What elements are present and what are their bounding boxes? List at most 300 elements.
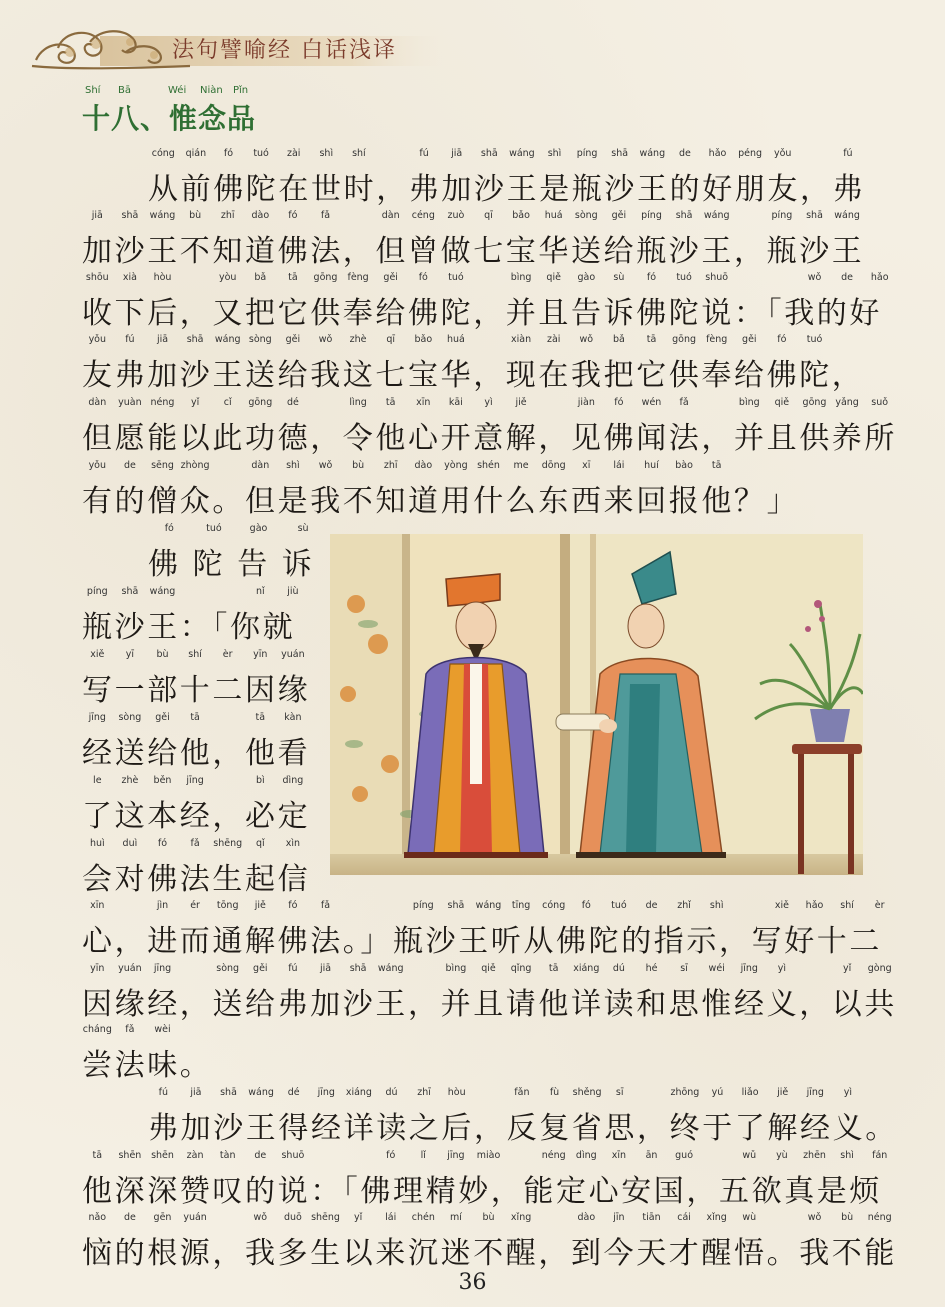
pinyin-syllable: jiā [451, 148, 463, 159]
pinyin-syllable: fán [872, 1150, 888, 1161]
pinyin-syllable: jiā [190, 1087, 202, 1098]
pinyin-syllable: néng [150, 397, 175, 408]
pinyin-syllable: sī [680, 963, 688, 974]
pinyin-syllable: tōng [216, 900, 239, 911]
pinyin-syllable: shén [477, 460, 500, 471]
pinyin-syllable: wèi [154, 1024, 171, 1035]
pinyin-syllable: tīng [511, 900, 531, 911]
pinyin-syllable: gōng [313, 272, 338, 283]
pinyin-syllable: néng [541, 1150, 566, 1161]
pinyin-syllable: qī [484, 210, 493, 221]
pinyin-syllable: jīng [806, 1087, 824, 1098]
pinyin-syllable: gěi [611, 210, 627, 221]
pinyin-syllable: zhī [383, 460, 398, 471]
pinyin-syllable: bìng [510, 272, 532, 283]
pinyin-syllable: wǒ [807, 272, 822, 283]
pinyin-syllable: píng [641, 210, 662, 221]
pinyin-syllable: fó [157, 838, 168, 849]
pinyin-syllable: yì [484, 397, 493, 408]
pinyin-syllable: xīn [90, 900, 105, 911]
pinyin-syllable: zhī [417, 1087, 431, 1098]
pinyin-syllable: duō [283, 1212, 302, 1223]
pinyin-syllable: me [513, 460, 529, 471]
pinyin-syllable: gēn [153, 1212, 172, 1223]
pinyin-syllable: yǒu [88, 460, 107, 471]
pinyin-syllable: shēn [118, 1150, 142, 1161]
pinyin-syllable: gōng [672, 334, 697, 345]
chapter-pinyin-syllable: Pǐn [233, 85, 249, 96]
pinyin-syllable: zhēn [803, 1150, 826, 1161]
pinyin-syllable: sēng [151, 460, 174, 471]
pinyin-syllable: tā [385, 397, 396, 408]
pinyin-syllable: jiàn [577, 397, 595, 408]
text-line-content: 尝法味。 [82, 1048, 213, 1083]
pinyin-syllable: yuán [183, 1212, 207, 1223]
pinyin-syllable: fó [386, 1150, 396, 1161]
page-number: 36 [458, 1270, 487, 1295]
pinyin-syllable: duì [122, 838, 138, 849]
pinyin-syllable: qiě [481, 963, 496, 974]
pinyin-syllable: jiā [319, 963, 332, 974]
pinyin-syllable: dōng [541, 460, 566, 471]
pinyin-syllable: gòng [867, 963, 892, 974]
pinyin-syllable: tuó [448, 272, 464, 283]
pinyin-syllable: kāi [448, 397, 463, 408]
pinyin-syllable: dú [385, 1087, 398, 1098]
pinyin-syllable: suǒ [871, 397, 889, 408]
text-line-content: 瓶沙王：「你就 [82, 610, 296, 645]
pinyin-syllable: fù [549, 1087, 560, 1098]
pinyin-syllable: cóng [542, 900, 566, 911]
pinyin-syllable: jīng [317, 1087, 335, 1098]
pinyin-syllable: zuò [447, 210, 465, 221]
pinyin-syllable: jìn [156, 900, 169, 911]
text-line-content: 因缘经，送给弗加沙王，并且请他详读和思惟经义，以共 [82, 987, 897, 1022]
pinyin-syllable: yǎng [835, 397, 859, 408]
pinyin-syllable: shěng [572, 1087, 602, 1098]
pinyin-syllable: zhōng [670, 1087, 700, 1098]
pinyin-syllable: bù [482, 1212, 495, 1223]
pinyin-syllable: wǒ [579, 334, 594, 345]
pinyin-syllable: wǒ [253, 1212, 268, 1223]
pinyin-syllable: fó [418, 272, 428, 283]
pinyin-syllable: tā [548, 963, 559, 974]
pinyin-syllable: shēng [213, 838, 243, 849]
illustration [330, 534, 863, 875]
pinyin-syllable: wáng [834, 210, 860, 221]
pinyin-syllable: shí [840, 900, 854, 911]
pinyin-syllable: huì [89, 838, 105, 849]
pinyin-syllable: shuō [281, 1150, 305, 1161]
pinyin-syllable: gěi [742, 334, 757, 345]
pinyin-syllable: fèng [347, 272, 369, 283]
pinyin-syllable: bì [255, 775, 265, 786]
pinyin-syllable: tuó [806, 334, 823, 345]
pinyin-syllable: wáng [214, 334, 241, 345]
text-line-content: 但愿能以此功德，令他心开意解，见佛闻法，并且供养所 [82, 421, 897, 456]
pinyin-syllable: fǎ [320, 900, 331, 911]
chapter-pinyin-syllable: Shí [85, 85, 101, 96]
pinyin-syllable: fó [777, 334, 787, 345]
pinyin-syllable: shā [447, 900, 465, 911]
pinyin-syllable: gōng [802, 397, 827, 408]
pinyin-syllable: gěi [253, 963, 268, 974]
pinyin-syllable: hǎo [708, 148, 727, 159]
pinyin-syllable: ān [645, 1150, 658, 1161]
pinyin-syllable: néng [867, 1212, 892, 1223]
pinyin-syllable: xìn [285, 838, 301, 849]
pinyin-syllable: shā [675, 210, 693, 221]
pinyin-syllable: xiáng [345, 1087, 372, 1098]
pinyin-syllable: bǎo [512, 210, 530, 221]
pinyin-syllable: xiě [774, 900, 789, 911]
pinyin-syllable: tiān [642, 1212, 661, 1223]
pinyin-syllable: sù [613, 272, 625, 283]
pinyin-syllable: sòng [216, 963, 240, 974]
pinyin-syllable: gào [577, 272, 596, 283]
pinyin-syllable: dé [286, 397, 299, 408]
pinyin-syllable: zhòng [180, 460, 210, 471]
pinyin-syllable: huá [544, 210, 563, 221]
pinyin-syllable: dàn [88, 397, 107, 408]
pinyin-syllable: liǎo [741, 1087, 759, 1098]
text-line-content: 了这本经，必定 [82, 799, 311, 834]
pinyin-syllable: wǔ [742, 1150, 757, 1161]
text-line-content: 有的僧众。但是我不知道用什么东西来回报他？」 [82, 484, 800, 519]
pinyin-syllable: jīng [186, 775, 204, 786]
pinyin-syllable: péng [738, 148, 763, 159]
pinyin-syllable: de [123, 460, 136, 471]
pinyin-syllable: yì [843, 1087, 853, 1098]
pinyin-syllable: qǐ [255, 838, 265, 849]
pinyin-syllable: xīn [416, 397, 431, 408]
pinyin-syllable: lǐ [420, 1150, 426, 1161]
pinyin-syllable: bǎ [612, 334, 625, 345]
pinyin-syllable: yuán [281, 649, 305, 660]
pinyin-syllable: wáng [509, 148, 535, 159]
pinyin-syllable: céng [411, 210, 435, 221]
pinyin-syllable: dàn [381, 210, 400, 221]
pinyin-row [0, 963, 945, 977]
pinyin-syllable: èr [222, 649, 233, 660]
pinyin-syllable: dìng [282, 775, 304, 786]
pinyin-syllable: dào [414, 460, 433, 471]
pinyin-syllable: jiě [777, 1087, 789, 1098]
pinyin-syllable: píng [86, 586, 108, 597]
pinyin-syllable: fǎ [679, 397, 689, 408]
text-line-content: 他深深赞叹的说：「佛理精妙，能定心安国，五欲真是烦 [82, 1174, 882, 1209]
pinyin-syllable: tuó [253, 148, 269, 159]
pinyin-syllable: bìng [445, 963, 467, 974]
pinyin-syllable: hǎo [805, 900, 824, 911]
text-line-content: 从前佛陀在世时，弗加沙王是瓶沙王的好朋友，弗 [148, 172, 866, 207]
pinyin-syllable: wáng [248, 1087, 274, 1098]
text-line-content: 会对佛法生起信 [82, 862, 311, 897]
pinyin-syllable: fú [419, 148, 429, 159]
pinyin-syllable: gěi [285, 334, 301, 345]
pinyin-syllable: gěi [383, 272, 398, 283]
pinyin-syllable: le [93, 775, 102, 786]
chapter-pinyin-syllable: Wéi [168, 85, 187, 96]
pinyin-syllable: wáng [639, 148, 666, 159]
pinyin-syllable: fó [223, 148, 234, 159]
pinyin-syllable: de [678, 148, 691, 159]
pinyin-syllable: jīng [88, 712, 106, 723]
pinyin-syllable: yǐ [842, 963, 852, 974]
pinyin-syllable: nǎo [88, 1212, 107, 1223]
pinyin-syllable: shā [349, 963, 367, 974]
pinyin-syllable: jiù [287, 586, 299, 597]
pinyin-syllable: nǐ [255, 586, 265, 597]
pinyin-syllable: bù [156, 649, 169, 660]
text-line-content: 加沙王不知道佛法，但曾做七宝华送给瓶沙王，瓶沙王 [82, 234, 865, 269]
pinyin-syllable: jiā [156, 334, 169, 345]
pinyin-syllable: shā [121, 586, 139, 597]
pinyin-row [0, 148, 945, 162]
pinyin-syllable: bù [352, 460, 365, 471]
pinyin-syllable: yī [125, 649, 135, 660]
pinyin-syllable: xī [582, 460, 591, 471]
pinyin-syllable: shā [806, 210, 823, 221]
pinyin-syllable: ér [190, 900, 200, 911]
pinyin-syllable: tàn [219, 1150, 236, 1161]
pinyin-syllable: wén [641, 397, 662, 408]
pinyin-syllable: sī [615, 1087, 624, 1098]
pinyin-syllable: èr [874, 900, 885, 911]
pinyin-syllable: dìng [575, 1150, 597, 1161]
pinyin-syllable: wáng [149, 586, 176, 597]
pinyin-syllable: gōng [248, 397, 273, 408]
pinyin-syllable: qī [386, 334, 396, 345]
pinyin-syllable: xiáng [573, 963, 600, 974]
text-line-content: 经送给他，他看 [82, 736, 311, 771]
pinyin-syllable: wǒ [318, 460, 333, 471]
pinyin-syllable: shā [121, 210, 139, 221]
pinyin-syllable: fǎn [514, 1087, 530, 1098]
pinyin-syllable: yù [776, 1150, 788, 1161]
pinyin-syllable: jiě [515, 397, 527, 408]
pinyin-syllable: cháng [82, 1024, 112, 1035]
pinyin-syllable: sòng [248, 334, 272, 345]
pinyin-syllable: shì [319, 148, 334, 159]
pinyin-syllable: xiàn [511, 334, 532, 345]
chapter-title: 十八、惟念品 [82, 102, 257, 135]
pinyin-syllable: cóng [151, 148, 175, 159]
pinyin-syllable: shā [611, 148, 629, 159]
pinyin-syllable: sòng [118, 712, 142, 723]
pinyin-syllable: jiā [91, 210, 103, 221]
pinyin-syllable: bǎo [414, 334, 433, 345]
pinyin-syllable: xià [122, 272, 137, 283]
header-title: 法句譬喻经 白话浅译 [172, 38, 397, 63]
pinyin-syllable: lái [613, 460, 625, 471]
pinyin-syllable: jīng [740, 963, 758, 974]
pinyin-syllable: qiě [546, 272, 561, 283]
pinyin-syllable: shì [709, 900, 724, 911]
pinyin-syllable: tuó [611, 900, 627, 911]
pinyin-syllable: wáng [149, 210, 176, 221]
pinyin-syllable: hé [645, 963, 658, 974]
chapter-pinyin-syllable: Niàn [200, 85, 223, 96]
pinyin-syllable: jiě [254, 900, 266, 911]
pinyin-syllable: shā [480, 148, 498, 159]
pinyin-syllable: de [841, 272, 854, 283]
text-line-content: 写一部十二因缘 [82, 673, 311, 708]
pinyin-syllable: hòu [153, 272, 172, 283]
pinyin-syllable: bù [189, 210, 202, 221]
pinyin-syllable: wù [742, 1212, 757, 1223]
pinyin-row [0, 397, 945, 411]
pinyin-syllable: yì [777, 963, 787, 974]
pinyin-syllable: dú [612, 963, 625, 974]
pinyin-syllable: kàn [284, 712, 302, 723]
pinyin-syllable: fó [164, 523, 174, 534]
pinyin-syllable: zài [286, 148, 301, 159]
pinyin-syllable: shuō [705, 272, 729, 283]
pinyin-syllable: fó [581, 900, 591, 911]
pinyin-syllable: xǐng [706, 1212, 727, 1223]
text-line-content: 心，进而通解佛法。」瓶沙王听从佛陀的指示，写好十二 [82, 924, 882, 959]
pinyin-syllable: píng [576, 148, 598, 159]
pinyin-syllable: wéi [708, 963, 725, 974]
pinyin-syllable: yīn [253, 649, 268, 660]
pinyin-syllable: shì [840, 1150, 854, 1161]
pinyin-syllable: yīn [90, 963, 105, 974]
pinyin-syllable: wǒ [807, 1212, 822, 1223]
pinyin-syllable: tā [255, 712, 266, 723]
pinyin-syllable: fǎ [125, 1024, 135, 1035]
pinyin-syllable: yǐ [190, 397, 200, 408]
pinyin-syllable: shōu [85, 272, 109, 283]
pinyin-syllable: dàn [251, 460, 270, 471]
pinyin-syllable: de [645, 900, 658, 911]
pinyin-syllable: fú [843, 148, 853, 159]
pinyin-syllable: fú [288, 963, 298, 974]
pinyin-syllable: lái [385, 1212, 397, 1223]
pinyin-syllable: tā [92, 1150, 103, 1161]
pinyin-syllable: tā [646, 334, 657, 345]
pinyin-syllable: shí [352, 148, 366, 159]
pinyin-syllable: qǐng [510, 963, 532, 974]
pinyin-syllable: gào [249, 523, 268, 534]
pinyin-syllable: shēn [151, 1150, 174, 1161]
pinyin-syllable: gěi [155, 712, 170, 723]
pinyin-syllable: yǒu [773, 148, 792, 159]
pinyin-syllable: yǐ [353, 1212, 363, 1223]
pinyin-syllable: fǎ [190, 838, 200, 849]
pinyin-syllable: jīng [153, 963, 172, 974]
pinyin-syllable: tā [711, 460, 722, 471]
pinyin-row [0, 210, 945, 224]
pinyin-syllable: xǐng [510, 1212, 532, 1223]
pinyin-syllable: bào [675, 460, 693, 471]
pinyin-syllable: fèng [706, 334, 728, 345]
pinyin-syllable: yòu [218, 272, 237, 283]
pinyin-syllable: bù [841, 1212, 854, 1223]
pinyin-syllable: chén [411, 1212, 435, 1223]
pinyin-syllable: hòu [447, 1087, 466, 1098]
pinyin-row [0, 272, 945, 286]
pinyin-syllable: fó [646, 272, 657, 283]
pinyin-syllable: yuàn [118, 397, 142, 408]
pinyin-syllable: shì [547, 148, 562, 159]
pinyin-syllable: wáng [703, 210, 730, 221]
pinyin-syllable: fó [288, 900, 298, 911]
text-line-content: 友弗加沙王送给我这七宝华，现在我把它供奉给佛陀， [82, 358, 865, 393]
pinyin-syllable: de [123, 1212, 136, 1223]
pinyin-row [0, 1024, 945, 1038]
pinyin-syllable: yú [711, 1087, 724, 1098]
pinyin-syllable: yǒu [88, 334, 107, 345]
pinyin-syllable: shā [220, 1087, 237, 1098]
pinyin-syllable: wǒ [318, 334, 333, 345]
pinyin-syllable: miào [476, 1150, 501, 1161]
pinyin-syllable: fó [614, 397, 624, 408]
pinyin-syllable: mí [449, 1212, 462, 1223]
pinyin-syllable: huá [446, 334, 465, 345]
pinyin-syllable: dé [287, 1087, 300, 1098]
pinyin-syllable: zhè [121, 775, 139, 786]
pinyin-syllable: bìng [738, 397, 760, 408]
pinyin-syllable: xīn [611, 1150, 627, 1161]
pinyin-syllable: cǐ [223, 397, 232, 408]
pinyin-syllable: shí [188, 649, 202, 660]
pinyin-syllable: shēng [311, 1212, 340, 1223]
pinyin-syllable: zhè [349, 334, 367, 345]
pinyin-syllable: běn [153, 775, 172, 786]
pinyin-syllable: zhī [220, 210, 235, 221]
pinyin-row [0, 334, 945, 348]
pinyin-syllable: fú [125, 334, 135, 345]
pinyin-syllable: guó [675, 1150, 694, 1161]
text-line-content: 收下后，又把它供奉给佛陀，并且告诉佛陀说：「我的好 [82, 296, 882, 331]
pinyin-row [0, 900, 945, 914]
pinyin-syllable: sòng [574, 210, 598, 221]
pinyin-syllable: zài [546, 334, 561, 345]
pinyin-syllable: qiě [774, 397, 790, 408]
pinyin-syllable: zhǐ [677, 900, 691, 911]
pinyin-syllable: dào [577, 1212, 596, 1223]
pinyin-syllable: wáng [377, 963, 404, 974]
pinyin-syllable: fú [158, 1087, 168, 1098]
pinyin-syllable: sù [297, 523, 309, 534]
pinyin-syllable: bǎ [254, 272, 267, 283]
pinyin-syllable: de [254, 1150, 267, 1161]
pinyin-syllable: tā [288, 272, 298, 283]
pinyin-syllable: wáng [475, 900, 502, 911]
pinyin-syllable: shì [286, 460, 300, 471]
pinyin-syllable: xiě [90, 649, 105, 660]
text-line-content: 佛陀告诉 [148, 547, 327, 582]
pinyin-syllable: tā [190, 712, 200, 723]
pinyin-row [0, 460, 945, 474]
pinyin-syllable: píng [412, 900, 434, 911]
pinyin-row [0, 1150, 945, 1164]
pinyin-syllable: cái [677, 1212, 691, 1223]
pinyin-syllable: yuán [118, 963, 142, 974]
pinyin-syllable: jīn [613, 1212, 625, 1223]
pinyin-syllable: dào [251, 210, 270, 221]
pinyin-syllable: qián [185, 148, 207, 159]
pinyin-syllable: fǎ [320, 210, 331, 221]
pinyin-syllable: shā [186, 334, 204, 345]
pinyin-syllable: huí [644, 460, 659, 471]
pinyin-row [0, 1087, 945, 1101]
pinyin-row [0, 1212, 945, 1226]
pinyin-syllable: hǎo [870, 272, 889, 283]
pinyin-syllable: fó [288, 210, 298, 221]
text-line-content: 恼的根源，我多生以来沉迷不醒，到今天才醒悟。我不能 [82, 1236, 897, 1271]
